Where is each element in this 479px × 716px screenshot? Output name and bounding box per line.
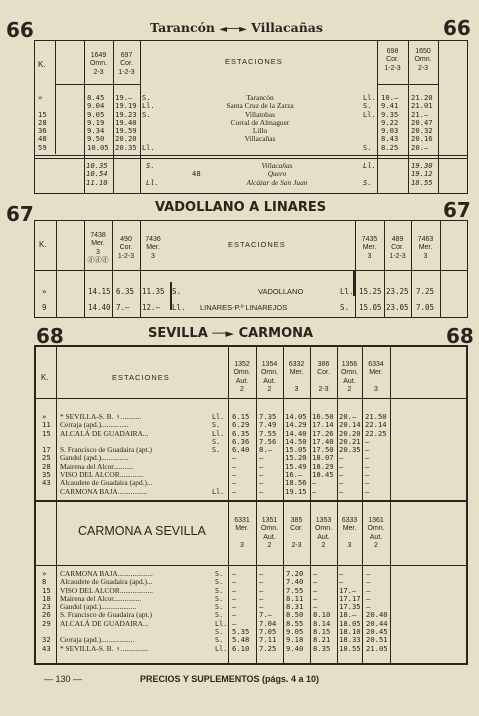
connection-km: 48	[192, 169, 201, 178]
k-header: K.	[38, 60, 46, 69]
route-from: Tarancón	[150, 20, 216, 35]
station-cell: LINARES-P.º LINAREJOS	[200, 303, 288, 312]
time-cell: 15.25	[359, 287, 382, 296]
train-7438-header: 7438 Mer. 3 ⓓⓓⓓ	[87, 232, 109, 265]
mark-cell: S.	[340, 303, 350, 312]
train-1650-header: 1650 Omn. 2-3	[414, 48, 432, 72]
station-cell: VADOLLANO	[258, 287, 304, 296]
train-6334-header: 6334 Mer. 3	[368, 361, 384, 394]
stations-list: Tarancón Santa Cruz de la Zarza Villatobas Corral de Almaguer Lillo Villacañas	[226, 93, 294, 144]
time-cell: 6.35	[116, 287, 135, 296]
section-number-right: 66	[443, 16, 471, 40]
train-7436-header: 7436 Mer. 3	[145, 236, 161, 260]
train-490-header: 490 Cor. 1-2-3	[117, 236, 135, 260]
section-68-number-right: 68	[446, 324, 474, 348]
section-68b-title: CARMONA A SEVILLA	[78, 524, 206, 538]
marks-68b: S. S. S. S. S. S. Ll. S. S. Ll.	[215, 570, 228, 653]
stations-list-68b: CARMONA BAJA................... Alcaudete de Guadaira (apd.)... VISO DEL ALCOR.................. Mairena del Alcor............... Gandul (apd.)................... S. Francisco de Guadaira (apt.) ALCALÁ DE GUADAIRA... Cerraja (apd.).................. * SEVILLA-S. B. ♀...............	[60, 570, 153, 653]
time-cell: 7.05	[416, 303, 435, 312]
section-68-title	[148, 326, 313, 341]
train-698-header: 698 Cor. 1-2-3	[384, 48, 401, 72]
train-385-times: 7.20 7.40 7.55 8.11 8.31 8.50 8.55 9.05 9.18 9.40	[286, 569, 304, 653]
train-1351-times: — — — — — 7.— 7.04 7.05 7.11 7.25	[259, 569, 277, 653]
train-1352-header: 1352 Omn. Aut. 2	[233, 361, 251, 394]
train-1354-times: 7.35 7.49 7.55 7.56 8.— — — — — —	[259, 412, 277, 496]
km-column-68b: » 8 15 18 23 26 29 32 43	[42, 569, 51, 653]
time-cell: 23.05	[386, 303, 409, 312]
time-cell: 15.05	[359, 303, 382, 312]
k-header-67: K.	[39, 240, 47, 249]
stations-header: ESTACIONES	[225, 57, 283, 66]
train-7435-header: 7435 Mer. 3	[361, 236, 378, 260]
train-1353-times: — — — — — 8.10 8.14 8.15 8.21 8.35	[313, 569, 331, 653]
time-cell: 23.25	[386, 287, 409, 296]
section-68-number-left: 68	[36, 324, 64, 348]
train-1356-header: 1356 Omn. Aut. 2	[340, 361, 359, 394]
mark-cell: S.	[172, 287, 182, 296]
section-67-title: VADOLLANO A LINARES	[155, 200, 327, 215]
train-7463-header: 7463 Mer. 3	[417, 236, 434, 260]
departure-arrival-marks-right: Ll. S. Ll. S.	[363, 94, 376, 152]
mark-cell: Ll.	[340, 287, 354, 296]
connection-left-times: 10.35 10.54 11.10	[86, 161, 108, 187]
page-number: — 130 —	[44, 674, 83, 684]
connection-left-marks: S. Ll.	[146, 161, 159, 187]
km-cell: »	[42, 287, 47, 296]
section-67-number-left: 67	[6, 202, 34, 226]
train-6334-times: 21.50 22.14 22.25 — — — — — — —	[365, 412, 387, 496]
time-cell: 14.15	[88, 287, 111, 296]
arrow-right-icon: ──►	[212, 327, 235, 340]
km-column: » 15 28 36 48 59	[38, 93, 47, 152]
time-cell: 7.25	[416, 287, 435, 296]
mark-cell: Ll.	[172, 303, 186, 312]
train-6332-times: 14.05 14.29 14.40 14.50 15.05 15.20 15.49 16.— 18.56 19.15	[285, 412, 307, 496]
route-from: SEVILLA	[148, 326, 208, 341]
km-cell: 9	[42, 303, 47, 312]
stations-list-68: * SEVILLA-S. B. ♀........... Cerraja (apd.)............... ALCALÁ DE GUADAIRA... S. Francisco de Guadaira (apt.) Gandul (apd.)............... Mairena del Alcor........... VISO DEL ALCOR............. Alcaudete de Guadaira (apd.)... CARMONA BAJA................	[60, 413, 153, 496]
time-cell: 11.35	[142, 287, 165, 296]
section-66-title	[150, 20, 323, 35]
connection-right-times: 19.30 19.12 18.55	[411, 161, 433, 187]
section-67-number-right: 67	[443, 198, 471, 222]
train-386-header: 386 Cor. 2-3	[317, 361, 330, 394]
train-6333-times: — — 17.— 17.17 17.35 18.— 18.05 18.10 18.33 18.55	[339, 569, 361, 653]
connection-stations: Villacañas Quero Alcázar de San Juan	[246, 161, 308, 187]
train-6331-header: 6331 Mer. 3	[234, 517, 250, 550]
stations-header-68: ESTACIONES	[112, 373, 170, 382]
train-385-header: 385 Cor. 2-3	[290, 517, 303, 550]
departure-arrival-marks-left: S. Ll. S. Ll.	[142, 94, 155, 152]
connection-right-marks: Ll. S.	[363, 161, 376, 187]
route-to: Villacañas	[251, 20, 323, 35]
section-number-left: 66	[6, 18, 34, 42]
train-1361-header: 1361 Omn. Aut. 2	[367, 517, 385, 550]
train-6332-header: 6332 Mer. 3	[288, 361, 305, 394]
train-698-times: 10.— 9.41 9.35 9.22 9.03 8.43 8.25	[381, 93, 399, 152]
train-6331-times: — — — — — — — 5.35 5.48 6.10	[232, 569, 250, 653]
train-1650-times: 21.20 21.01 21.— 20.47 20.32 20.16 20.—	[411, 93, 433, 152]
train-489-header: 489 Cor. 1-2-3	[389, 236, 406, 260]
route-to: CARMONA	[238, 326, 314, 341]
bidirectional-arrow-icon: ◄──►	[219, 24, 247, 35]
stations-header-67: ESTACIONES	[228, 240, 286, 249]
train-386-times: 16.50 17.14 17.26 17.40 17.50 18.07 18.29 18.45 — —	[312, 412, 334, 496]
train-697-times: 19.— 19.19 19.23 19.40 19.59 20.20 20.35	[115, 93, 137, 152]
table-row	[0, 287, 479, 297]
km-column-68: » 11 15 17 25 28 35 43	[42, 412, 51, 488]
train-697-header: 697 Cor. 1-2-3	[118, 52, 135, 76]
train-1649-header: 1649 Omn. 2-3	[89, 52, 108, 76]
k-header-68: K.	[41, 373, 49, 382]
train-1354-header: 1354 Omn. Aut. 2	[260, 361, 279, 394]
train-1649-times: 8.45 9.04 9.05 9.19 9.34 9.50 10.05	[87, 93, 109, 152]
time-cell: 14.40	[88, 303, 111, 312]
train-6333-header: 6333 Mer. 3	[341, 517, 358, 550]
footer-note: PRECIOS Y SUPLEMENTOS (págs. 4 a 10)	[140, 674, 320, 684]
time-cell: 7.—	[116, 303, 130, 312]
marks-68: Ll. S. Ll. S. S. Ll.	[212, 413, 225, 496]
time-cell: 12.—	[142, 303, 161, 312]
train-1352-times: 6.15 6.29 6.35 6.36 6.40 — — — — —	[232, 412, 250, 496]
train-1353-header: 1353 Omn. Aut. 2	[314, 517, 333, 550]
table-row	[0, 303, 479, 313]
train-1361-times: — — — — — 20.40 20.44 20.45 20.51 21.05	[366, 569, 388, 653]
train-1351-header: 1351 Omn. Aut. 2	[260, 517, 279, 550]
train-1356-times: 20.— 20.14 20.20 20.21 20.35 — — — — —	[339, 412, 361, 496]
